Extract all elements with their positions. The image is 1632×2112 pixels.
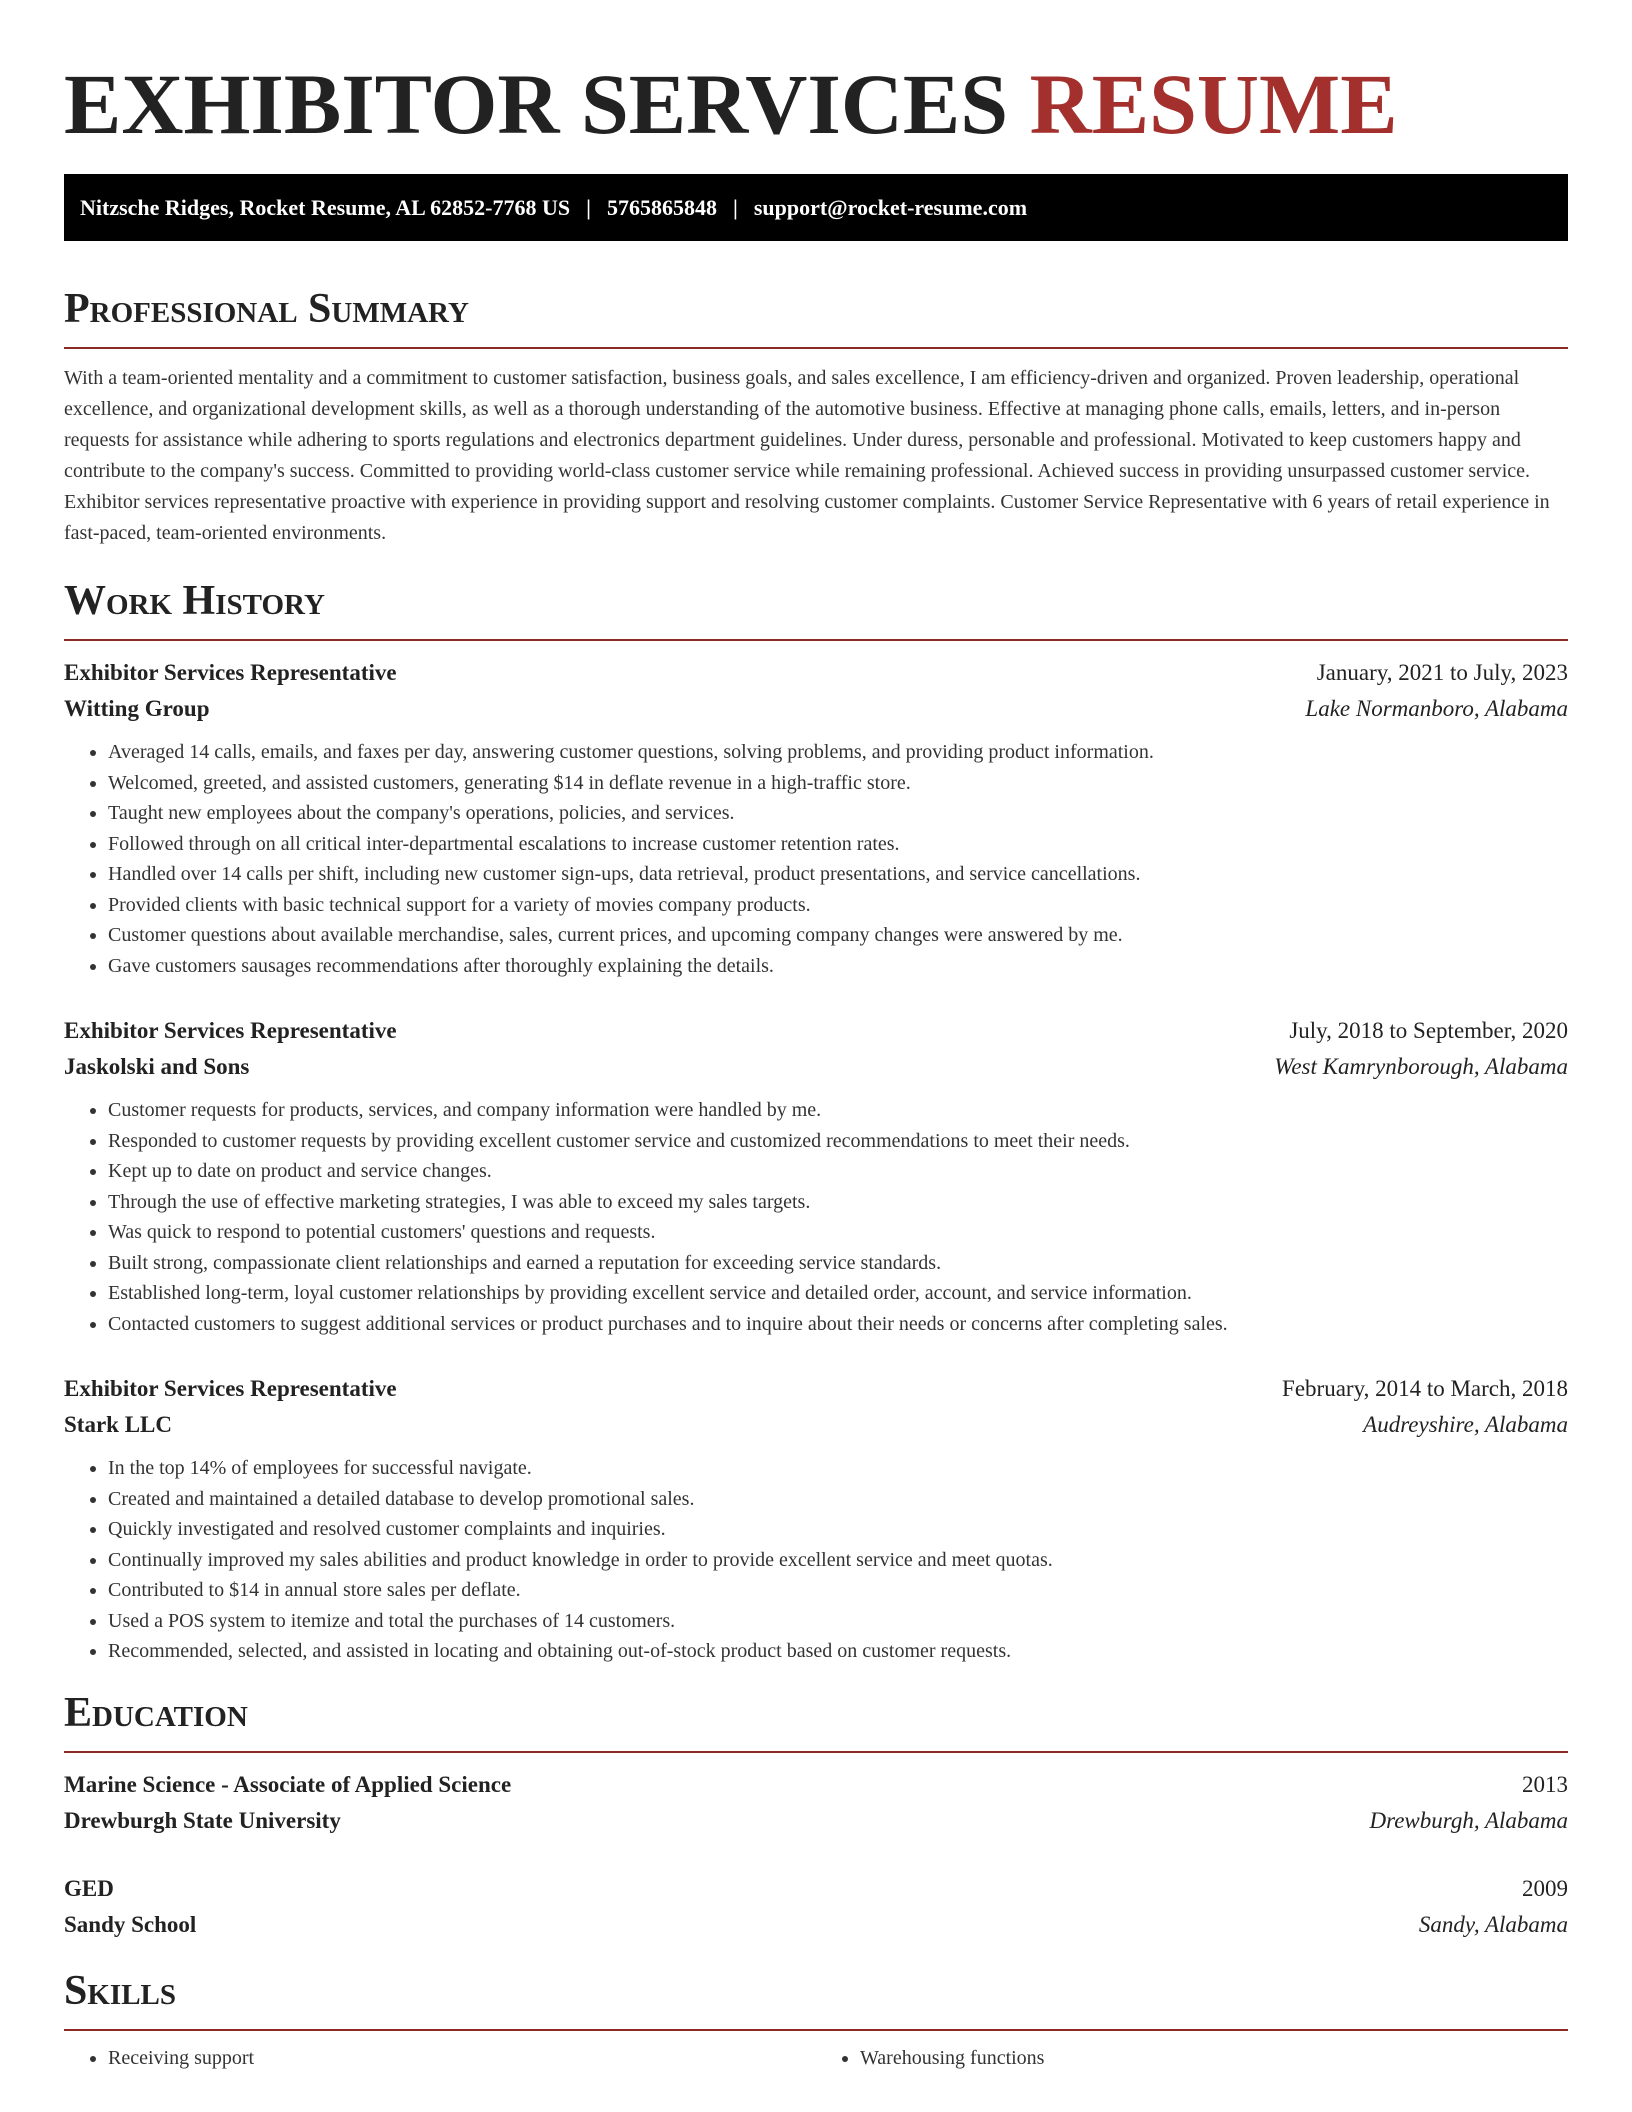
- job-bullet: • Handled over 14 calls per shift, including new customer sign-ups, data retrieval, product presentations, and service cancellations.: [108, 859, 1568, 890]
- skills-column-left: [64, 2043, 816, 2073]
- job-bullet: • Through the use of effective marketing strategies, I was able to exceed my sales targets.: [108, 1187, 1568, 1218]
- contact-email: support@rocket-resume.com: [753, 194, 1028, 220]
- job-bullet: • Averaged 14 calls, emails, and faxes per day, answering customer questions, solving problems, and providing product information.: [108, 737, 1568, 768]
- job-bullets: [64, 737, 1568, 981]
- job-title: Exhibitor Services Representative: [64, 1018, 397, 1043]
- skills-column-right: [816, 2043, 1568, 2073]
- job-bullet: • Welcomed, greeted, and assisted customers, generating $14 in deflate revenue in a high-traffic store.: [108, 768, 1568, 799]
- work-history-heading: Work History: [64, 577, 1568, 641]
- education-location: Sandy, Alabama: [1418, 1911, 1568, 1937]
- job-title: Exhibitor Services Representative: [64, 1376, 397, 1401]
- job-bullet: • Contacted customers to suggest additional services or product purchases and to inquire about their needs or concerns after completing sales.: [108, 1309, 1568, 1340]
- job-company: Witting Group: [64, 696, 210, 721]
- job-entry: [64, 1013, 1568, 1339]
- contact-phone: 5765865848: [606, 194, 717, 220]
- skills-heading: Skills: [64, 1967, 1568, 2031]
- job-company-row: [64, 1407, 1568, 1443]
- contact-bar: [64, 174, 1568, 241]
- job-bullet: • Taught new employees about the company's operations, policies, and services.: [108, 798, 1568, 829]
- education-entry: [64, 1767, 1568, 1839]
- education-year: 2009: [1522, 1875, 1568, 1901]
- education-location: Drewburgh, Alabama: [1369, 1807, 1568, 1833]
- job-bullet: • Responded to customer requests by providing excellent customer service and customized recommendations to meet their needs.: [108, 1126, 1568, 1157]
- skill-item: • Receiving support: [108, 2043, 816, 2073]
- education-school: Drewburgh State University: [64, 1807, 341, 1833]
- education-heading: Education: [64, 1689, 1568, 1753]
- education-degree-row: [64, 1767, 1568, 1803]
- job-bullets: [64, 1453, 1568, 1667]
- job-company: Jaskolski and Sons: [64, 1054, 250, 1079]
- job-dates: January, 2021 to July, 2023: [1316, 660, 1568, 685]
- job-bullet: • Used a POS system to itemize and total the purchases of 14 customers.: [108, 1606, 1568, 1637]
- education-school-row: [64, 1803, 1568, 1839]
- job-title-row: [64, 1371, 1568, 1407]
- skill-item: • Warehousing functions: [860, 2043, 1568, 2073]
- job-bullet: • Recommended, selected, and assisted in locating and obtaining out-of-stock product based on customer requests.: [108, 1636, 1568, 1667]
- resume-title: [64, 58, 1568, 150]
- job-bullets: [64, 1095, 1568, 1339]
- job-entry: [64, 1371, 1568, 1667]
- job-title-row: [64, 655, 1568, 691]
- skills-list: [64, 2043, 1568, 2073]
- education-degree: GED: [64, 1875, 114, 1901]
- job-bullet: • Kept up to date on product and service changes.: [108, 1156, 1568, 1187]
- education-school-row: [64, 1907, 1568, 1943]
- job-bullet: • Customer questions about available merchandise, sales, current prices, and upcoming company changes were answered by me.: [108, 920, 1568, 951]
- summary-text: With a team-oriented mentality and a commitment to customer satisfaction, business goals, and sales excellence, I am efficiency-driven and organized. Proven leadership, operational excellence, and organizational development skills, as well as a thorough understanding of the automotive business. Effective at managing phone calls, emails, letters, and in-person requests for assistance while adhering to sports regulations and electronics department guidelines. Under duress, personable and professional. Motivated to keep customers happy and contribute to the company's success. Committed to providing world-class customer service while remaining professional. Achieved success in providing unsurpassed customer service. Exhibitor services representative proactive with experience in providing support and resolving customer complaints. Customer Service Representative with 6 years of retail experience in fast-paced, team-oriented environments.: [64, 367, 1550, 544]
- job-dates: February, 2014 to March, 2018: [1282, 1376, 1568, 1401]
- education-entry: [64, 1871, 1568, 1943]
- job-location: West Kamrynborough, Alabama: [1274, 1054, 1568, 1079]
- education-degree-row: [64, 1871, 1568, 1907]
- contact-separator: |: [732, 194, 738, 220]
- job-company-row: [64, 691, 1568, 727]
- contact-address: Nitzsche Ridges, Rocket Resume, AL 62852-7768 US: [80, 194, 571, 220]
- job-bullet: • Followed through on all critical inter-departmental escalations to increase customer retention rates.: [108, 829, 1568, 860]
- resume-page: [64, 0, 1568, 2073]
- job-bullet: • Continually improved my sales abilities and product knowledge in order to provide excellent service and meet quotas.: [108, 1545, 1568, 1576]
- job-dates: July, 2018 to September, 2020: [1289, 1018, 1568, 1043]
- job-location: Audreyshire, Alabama: [1363, 1412, 1568, 1437]
- job-bullet: • Provided clients with basic technical support for a variety of movies company products.: [108, 890, 1568, 921]
- job-title: Exhibitor Services Representative: [64, 660, 397, 685]
- job-company-row: [64, 1049, 1568, 1085]
- job-bullet: • Built strong, compassionate client relationships and earned a reputation for exceeding service standards.: [108, 1248, 1568, 1279]
- job-entry: [64, 655, 1568, 981]
- education-degree: Marine Science - Associate of Applied Science: [64, 1771, 512, 1797]
- job-bullet: • Customer requests for products, services, and company information were handled by me.: [108, 1095, 1568, 1126]
- job-title-row: [64, 1013, 1568, 1049]
- job-bullet: • Created and maintained a detailed database to develop promotional sales.: [108, 1484, 1568, 1515]
- education-school: Sandy School: [64, 1911, 197, 1937]
- job-bullet: • Was quick to respond to potential customers' questions and requests.: [108, 1217, 1568, 1248]
- title-main: EXHIBITOR SERVICES: [64, 56, 1009, 152]
- job-bullet: • Gave customers sausages recommendations after thoroughly explaining the details.: [108, 951, 1568, 982]
- summary-heading: Professional Summary: [64, 285, 1568, 349]
- job-bullet: • Contributed to $14 in annual store sales per deflate.: [108, 1575, 1568, 1606]
- job-company: Stark LLC: [64, 1412, 172, 1437]
- contact-separator: |: [586, 194, 591, 220]
- job-bullet: • Quickly investigated and resolved customer complaints and inquiries.: [108, 1514, 1568, 1545]
- job-bullet: • In the top 14% of employees for successful navigate.: [108, 1453, 1568, 1484]
- job-bullet: • Established long-term, loyal customer relationships by providing excellent service and detailed order, account, and service information.: [108, 1278, 1568, 1309]
- job-location: Lake Normanboro, Alabama: [1305, 696, 1568, 721]
- title-accent: RESUME: [1029, 56, 1398, 152]
- education-year: 2013: [1522, 1771, 1568, 1797]
